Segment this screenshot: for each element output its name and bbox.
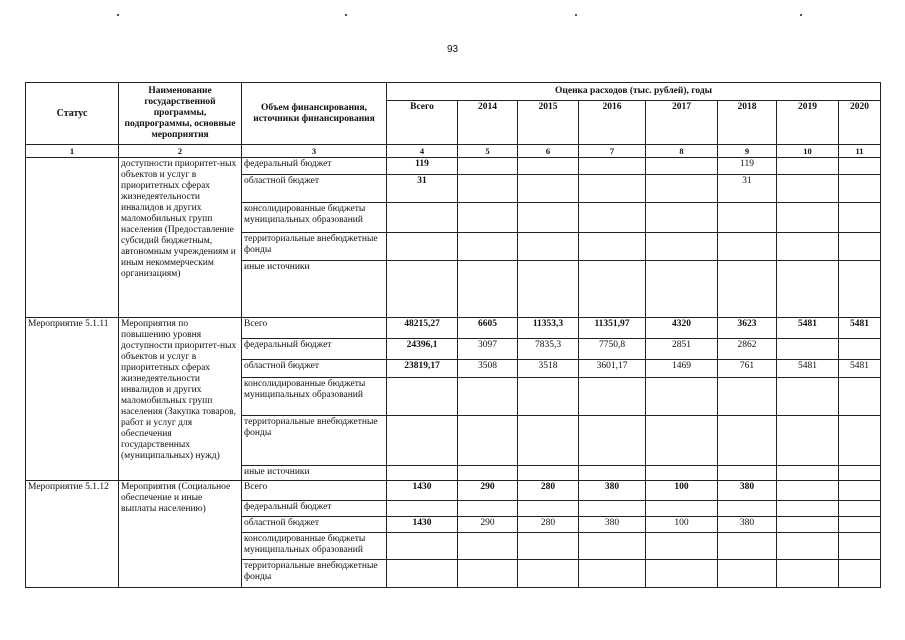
header-name: Наименование государственной программы, подпрограммы, основные мероприятия bbox=[119, 83, 242, 145]
column-number: 11 bbox=[839, 145, 881, 158]
amount-cell: 24396,1 bbox=[387, 339, 458, 360]
column-number: 9 bbox=[718, 145, 777, 158]
amount-cell bbox=[518, 560, 579, 588]
amount-cell: 3508 bbox=[458, 360, 518, 378]
amount-cell bbox=[646, 158, 718, 175]
amount-cell bbox=[387, 378, 458, 416]
header-year-2015: 2015 bbox=[518, 101, 579, 145]
amount-cell bbox=[839, 533, 881, 560]
amount-cell: 380 bbox=[718, 481, 777, 501]
financing-source-cell: консолидированные бюджеты муниципальных образований bbox=[242, 378, 387, 416]
table-row bbox=[26, 481, 881, 501]
amount-cell bbox=[387, 261, 458, 318]
amount-cell bbox=[718, 378, 777, 416]
amount-cell bbox=[777, 560, 839, 588]
amount-cell bbox=[458, 466, 518, 481]
amount-cell bbox=[579, 203, 646, 233]
amount-cell: 3097 bbox=[458, 339, 518, 360]
column-number: 6 bbox=[518, 145, 579, 158]
amount-cell bbox=[458, 261, 518, 318]
amount-cell bbox=[839, 517, 881, 533]
header-year-2017: 2017 bbox=[646, 101, 718, 145]
amount-cell bbox=[718, 560, 777, 588]
amount-cell: 5481 bbox=[839, 360, 881, 378]
amount-cell: 1430 bbox=[387, 517, 458, 533]
amount-cell bbox=[839, 175, 881, 203]
amount-cell bbox=[839, 261, 881, 318]
amount-cell bbox=[579, 466, 646, 481]
amount-cell bbox=[579, 416, 646, 466]
amount-cell bbox=[777, 501, 839, 517]
amount-cell: 6605 bbox=[458, 318, 518, 339]
amount-cell bbox=[387, 416, 458, 466]
amount-cell: 380 bbox=[579, 517, 646, 533]
amount-cell: 7835,3 bbox=[518, 339, 579, 360]
amount-cell bbox=[518, 233, 579, 261]
amount-cell: 380 bbox=[579, 481, 646, 501]
amount-cell bbox=[518, 466, 579, 481]
financing-source-cell: иные источники bbox=[242, 261, 387, 318]
amount-cell bbox=[646, 533, 718, 560]
amount-cell: 761 bbox=[718, 360, 777, 378]
scan-speck bbox=[345, 14, 347, 16]
amount-cell: 1469 bbox=[646, 360, 718, 378]
amount-cell bbox=[579, 501, 646, 517]
column-number: 7 bbox=[579, 145, 646, 158]
amount-cell bbox=[387, 233, 458, 261]
amount-cell bbox=[718, 533, 777, 560]
amount-cell bbox=[839, 233, 881, 261]
amount-cell bbox=[777, 481, 839, 501]
activity-name-cell: доступности приоритет-ных объектов и услуг в приоритетных сферах жизнедеятельности инвалидов и других маломобильных групп населения (Предоставление субсидий бюджетным, автономным учреждениям и иным некоммерческим организациям) bbox=[119, 158, 242, 318]
financing-source-cell: территориальные внебюджетные фонды bbox=[242, 560, 387, 588]
amount-cell bbox=[839, 501, 881, 517]
column-number: 8 bbox=[646, 145, 718, 158]
table-row bbox=[26, 158, 881, 175]
amount-cell: 5481 bbox=[777, 360, 839, 378]
status-cell bbox=[26, 158, 119, 318]
amount-cell bbox=[579, 378, 646, 416]
amount-cell bbox=[518, 378, 579, 416]
amount-cell: 280 bbox=[518, 481, 579, 501]
amount-cell bbox=[579, 261, 646, 318]
amount-cell: 290 bbox=[458, 517, 518, 533]
amount-cell bbox=[718, 261, 777, 318]
amount-cell bbox=[839, 339, 881, 360]
amount-cell bbox=[458, 416, 518, 466]
activity-name-cell: Мероприятия (Социальное обеспечение и иные выплаты населению) bbox=[119, 481, 242, 588]
amount-cell bbox=[518, 158, 579, 175]
financing-source-cell: территориальные внебюджетные фонды bbox=[242, 416, 387, 466]
amount-cell bbox=[458, 501, 518, 517]
header-year-2019: 2019 bbox=[777, 101, 839, 145]
amount-cell: 11351,97 bbox=[579, 318, 646, 339]
financing-source-cell: федеральный бюджет bbox=[242, 158, 387, 175]
amount-cell bbox=[777, 533, 839, 560]
financing-source-cell: иные источники bbox=[242, 466, 387, 481]
header-year-2018: 2018 bbox=[718, 101, 777, 145]
amount-cell: 1430 bbox=[387, 481, 458, 501]
amount-cell bbox=[777, 158, 839, 175]
amount-cell: 31 bbox=[718, 175, 777, 203]
status-cell: Мероприятие 5.1.11 bbox=[26, 318, 119, 481]
scan-speck bbox=[117, 14, 119, 16]
amount-cell bbox=[839, 466, 881, 481]
amount-cell bbox=[839, 560, 881, 588]
budget-table bbox=[25, 82, 881, 588]
amount-cell bbox=[579, 233, 646, 261]
amount-cell bbox=[777, 517, 839, 533]
amount-cell bbox=[518, 501, 579, 517]
amount-cell bbox=[839, 416, 881, 466]
amount-cell: 280 bbox=[518, 517, 579, 533]
financing-source-cell: консолидированные бюджеты муниципальных образований bbox=[242, 533, 387, 560]
amount-cell bbox=[518, 175, 579, 203]
page-number: 93 bbox=[446, 44, 459, 55]
header-year-2016: 2016 bbox=[579, 101, 646, 145]
column-number: 2 bbox=[119, 145, 242, 158]
financing-source-cell: областной бюджет bbox=[242, 360, 387, 378]
financing-source-cell: областной бюджет bbox=[242, 517, 387, 533]
amount-cell: 31 bbox=[387, 175, 458, 203]
amount-cell: 4320 bbox=[646, 318, 718, 339]
financing-source-cell: федеральный бюджет bbox=[242, 339, 387, 360]
financing-source-cell: территориальные внебюджетные фонды bbox=[242, 233, 387, 261]
amount-cell: 3623 bbox=[718, 318, 777, 339]
amount-cell bbox=[777, 233, 839, 261]
amount-cell bbox=[387, 501, 458, 517]
amount-cell bbox=[718, 416, 777, 466]
amount-cell: 23819,17 bbox=[387, 360, 458, 378]
amount-cell bbox=[579, 560, 646, 588]
amount-cell bbox=[839, 203, 881, 233]
amount-cell bbox=[646, 416, 718, 466]
amount-cell bbox=[839, 158, 881, 175]
amount-cell: 119 bbox=[387, 158, 458, 175]
scan-speck bbox=[575, 14, 577, 16]
amount-cell: 5481 bbox=[839, 318, 881, 339]
column-number: 1 bbox=[26, 145, 119, 158]
financing-source-cell: Всего bbox=[242, 318, 387, 339]
financing-source-cell: консолидированные бюджеты муниципальных образований bbox=[242, 203, 387, 233]
amount-cell bbox=[646, 466, 718, 481]
amount-cell: 11353,3 bbox=[518, 318, 579, 339]
amount-cell bbox=[646, 175, 718, 203]
amount-cell: 100 bbox=[646, 517, 718, 533]
column-number-row bbox=[26, 145, 881, 158]
amount-cell bbox=[718, 203, 777, 233]
header-year-2014: 2014 bbox=[458, 101, 518, 145]
amount-cell: 48215,27 bbox=[387, 318, 458, 339]
amount-cell bbox=[387, 560, 458, 588]
amount-cell bbox=[518, 261, 579, 318]
amount-cell: 100 bbox=[646, 481, 718, 501]
amount-cell bbox=[458, 233, 518, 261]
amount-cell bbox=[646, 501, 718, 517]
column-number: 4 bbox=[387, 145, 458, 158]
amount-cell bbox=[518, 203, 579, 233]
status-cell: Мероприятие 5.1.12 bbox=[26, 481, 119, 588]
activity-name-cell: Мероприятия по повышению уровня доступности приоритет-ных объектов и услуг в приоритетных сферах жизнедеятельности инвалидов и других маломобильных групп населения (Закупка товаров, работ и услуг для обеспечения государственных (муниципальных) нужд) bbox=[119, 318, 242, 481]
amount-cell bbox=[718, 466, 777, 481]
amount-cell bbox=[839, 378, 881, 416]
amount-cell bbox=[646, 378, 718, 416]
amount-cell: 119 bbox=[718, 158, 777, 175]
amount-cell bbox=[646, 203, 718, 233]
amount-cell: 3518 bbox=[518, 360, 579, 378]
amount-cell bbox=[518, 533, 579, 560]
financing-source-cell: федеральный бюджет bbox=[242, 501, 387, 517]
scan-speck bbox=[800, 14, 802, 16]
amount-cell bbox=[646, 560, 718, 588]
amount-cell bbox=[579, 158, 646, 175]
amount-cell bbox=[458, 533, 518, 560]
amount-cell bbox=[387, 203, 458, 233]
amount-cell bbox=[777, 378, 839, 416]
financing-source-cell: Всего bbox=[242, 481, 387, 501]
amount-cell bbox=[458, 378, 518, 416]
amount-cell: 7750,8 bbox=[579, 339, 646, 360]
header-financing: Объем финансирования, источники финансирования bbox=[242, 83, 387, 145]
amount-cell bbox=[718, 233, 777, 261]
amount-cell bbox=[646, 233, 718, 261]
amount-cell: 2862 bbox=[718, 339, 777, 360]
amount-cell: 5481 bbox=[777, 318, 839, 339]
amount-cell: 380 bbox=[718, 517, 777, 533]
amount-cell bbox=[646, 261, 718, 318]
amount-cell bbox=[777, 466, 839, 481]
amount-cell bbox=[458, 158, 518, 175]
financing-source-cell: областной бюджет bbox=[242, 175, 387, 203]
header-year-total: Всего bbox=[387, 101, 458, 145]
header-year-2020: 2020 bbox=[839, 101, 881, 145]
column-number: 5 bbox=[458, 145, 518, 158]
amount-cell bbox=[458, 203, 518, 233]
column-number: 3 bbox=[242, 145, 387, 158]
header-status: Статус bbox=[26, 83, 119, 145]
table-row bbox=[26, 318, 881, 339]
amount-cell: 290 bbox=[458, 481, 518, 501]
amount-cell bbox=[579, 175, 646, 203]
header-estimate: Оценка расходов (тыс. рублей), годы bbox=[387, 83, 881, 101]
amount-cell bbox=[777, 416, 839, 466]
amount-cell bbox=[458, 175, 518, 203]
amount-cell bbox=[839, 481, 881, 501]
amount-cell bbox=[777, 261, 839, 318]
amount-cell bbox=[387, 533, 458, 560]
amount-cell bbox=[458, 560, 518, 588]
amount-cell bbox=[387, 466, 458, 481]
amount-cell bbox=[777, 175, 839, 203]
amount-cell: 2851 bbox=[646, 339, 718, 360]
amount-cell bbox=[718, 501, 777, 517]
amount-cell bbox=[777, 339, 839, 360]
amount-cell: 3601,17 bbox=[579, 360, 646, 378]
amount-cell bbox=[777, 203, 839, 233]
column-number: 10 bbox=[777, 145, 839, 158]
amount-cell bbox=[518, 416, 579, 466]
amount-cell bbox=[579, 533, 646, 560]
